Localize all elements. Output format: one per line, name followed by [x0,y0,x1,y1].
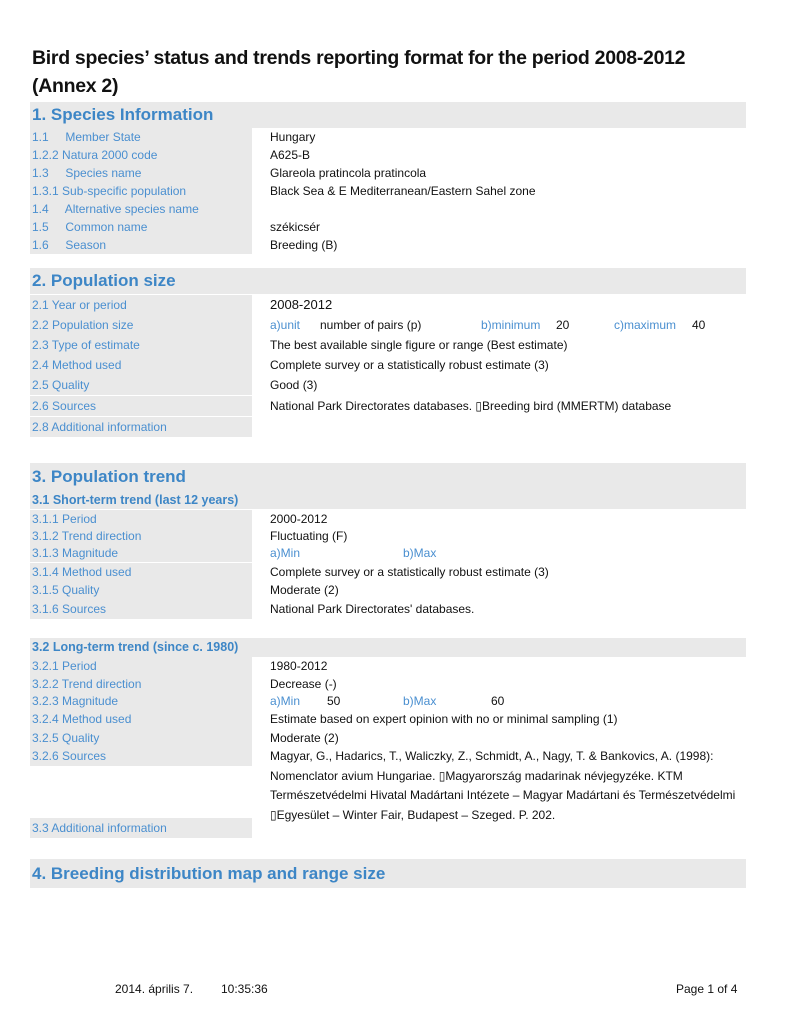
magnitude-max-value: 60 [491,694,505,708]
field-label: 1.2.2 Natura 2000 code [30,146,252,164]
field-value: Estimate based on expert opinion with no or minimal sampling (1) [270,712,618,726]
title-line-1: Bird species’ status and trends reporting format for the period 2008-2012 [32,47,686,69]
magnitude-max-key: b)Max [403,694,437,708]
field-label: 3.2.2 Trend direction [30,675,252,693]
section-4-heading: 4. Breeding distribution map and range size [30,859,746,888]
field-value: Moderate (2) [270,731,339,745]
field-label: 2.1 Year or period [30,295,252,315]
field-value: 2008-2012 [270,297,333,312]
short-term-trend-heading: 3.1 Short-term trend (last 12 years) [30,491,746,509]
field-value: Moderate (2) [270,583,339,597]
field-label: 1.3.1 Sub-specific population [30,182,252,200]
field-label: 2.5 Quality [30,375,252,395]
field-label: 3.3 Additional information [30,818,252,838]
unit-key: a)unit [270,318,301,332]
section-1-heading: 1. Species Information [30,102,746,128]
minimum-key: b)minimum [481,318,541,332]
field-label: 3.1.6 Sources [30,600,252,619]
field-label: 2.3 Type of estimate [30,335,252,355]
field-label: 3.1.3 Magnitude [30,544,252,562]
field-label: 2.4 Method used [30,355,252,375]
section-3-heading: 3. Population trend [30,463,746,491]
field-value: Glareola pratincola pratincola [270,166,427,180]
section-2-heading: 2. Population size [30,268,746,294]
field-label: 3.2.1 Period [30,657,252,675]
field-label: 3.2.4 Method used [30,710,252,729]
field-label: 3.2.6 Sources [30,747,252,766]
field-value: Fluctuating (F) [270,529,348,543]
field-value: Black Sea & E Mediterranean/Eastern Sahel zone [270,184,536,198]
field-label: 3.2.5 Quality [30,729,252,748]
title-line-2: (Annex 2) [32,75,119,97]
footer-date: 2014. április 7. [115,982,194,996]
maximum-value: 40 [692,318,706,332]
field-value: Breeding (B) [270,238,338,252]
field-label: 2.6 Sources [30,396,252,416]
field-label: 3.2.3 Magnitude [30,692,252,710]
field-value: A625-B [270,148,311,162]
field-value: National Park Directorates' databases. [270,602,475,616]
field-value: 1980-2012 [270,659,328,673]
field-label: 1.5 Common name [30,218,252,236]
field-label: 3.1.1 Period [30,510,252,528]
field-label: 1.1 Member State [30,128,252,146]
field-value: Good (3) [270,378,318,392]
field-label: 1.6 Season [30,236,252,254]
field-label: 1.4 Alternative species name [30,200,252,218]
magnitude-min-key: a)Min [270,546,301,560]
field-label: 3.1.4 Method used [30,563,252,582]
field-value: székicsér [270,220,321,234]
field-value: 2000-2012 [270,512,328,526]
field-label: 2.2 Population size [30,315,252,335]
field-value: Complete survey or a statistically robust estimate (3) [270,565,549,579]
minimum-value: 20 [556,318,570,332]
document-title [32,44,762,100]
field-value: Hungary [270,130,316,144]
unit-value: number of pairs (p) [320,318,422,332]
magnitude-min-key: a)Min [270,694,301,708]
magnitude-min-value: 50 [327,694,341,708]
maximum-key: c)maximum [614,318,676,332]
field-label: 3.1.5 Quality [30,581,252,600]
field-value: Decrease (-) [270,677,337,691]
field-value: The best available single figure or range (Best estimate) [270,338,568,352]
field-label: 2.8 Additional information [30,417,252,437]
field-value: Complete survey or a statistically robust estimate (3) [270,358,549,372]
field-value: National Park Directorates databases. ▯Breeding bird (MMERTM) database [270,399,672,413]
magnitude-max-key: b)Max [403,546,437,560]
long-term-trend-heading: 3.2 Long-term trend (since c. 1980) [30,638,746,657]
footer-time: 10:35:36 [221,982,268,996]
sources-value: Magyar, G., Hadarics, T., Waliczky, Z., Schmidt, A., Nagy, T. & Bankovics, A. (1998): Nomenclator avium Hungariae. ▯Magyarország madarinak névjegyzéke. KTM Természetvédelmi Hivatal Madártani Intézete – Magyar Madártani és Természetvédelmi ▯Egyesület – Winter Fair, Budapest – Szeged. P. 202. [270,749,736,822]
page-number: Page 1 of 4 [676,982,738,996]
field-label: 3.1.2 Trend direction [30,527,252,545]
field-label: 1.3 Species name [30,164,252,182]
